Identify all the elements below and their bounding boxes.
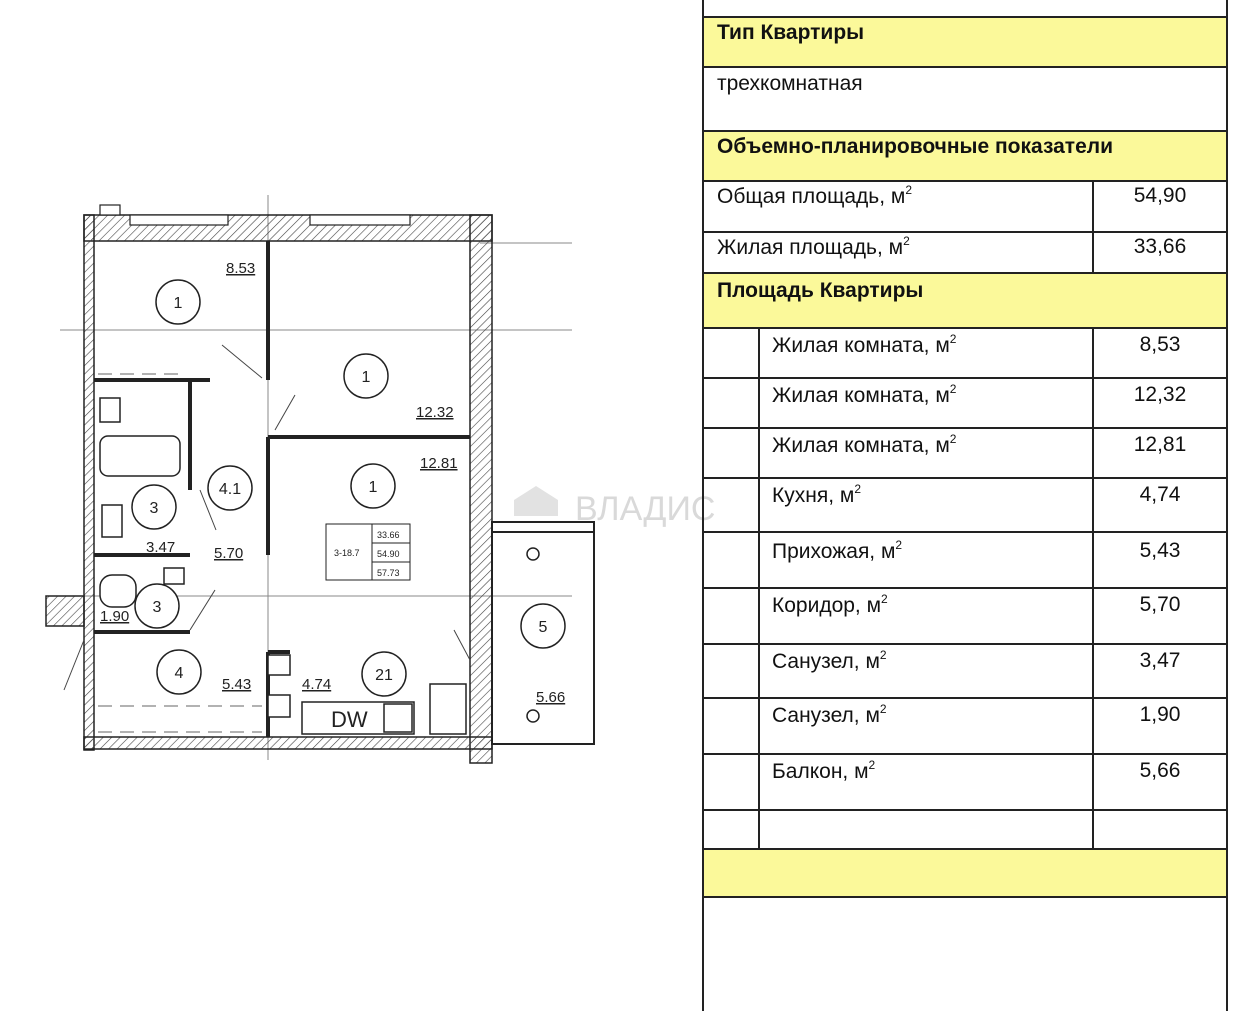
table-top-strip: [704, 0, 1226, 18]
unit-superscript: 2: [879, 702, 887, 716]
room-area-label: 5.70: [214, 545, 244, 562]
room-marker-circles: [132, 280, 565, 696]
apartment-type-value: трехкомнатная: [717, 72, 863, 95]
room-area-label: 12.32: [416, 404, 454, 421]
rooms-list: [704, 329, 1226, 850]
empty-row: [704, 811, 1226, 850]
room-label-cell: [772, 645, 887, 697]
room-value-cell: [1092, 589, 1226, 643]
unit-superscript: 2: [949, 382, 957, 396]
room-value: 12,32: [1133, 383, 1187, 406]
metric-label: Жилая площадь, м: [717, 236, 904, 259]
room-value: 1,90: [1139, 703, 1181, 726]
room-row: [704, 755, 1226, 811]
room-area-labels: [100, 260, 565, 706]
room-value: 5,66: [1139, 759, 1181, 782]
room-label: Кухня, м: [772, 484, 855, 507]
metric-label: Общая площадь, м: [717, 185, 906, 208]
metric-row-total: [704, 182, 1226, 233]
room-label: Жилая комната, м: [772, 334, 950, 357]
room-value: 4,74: [1139, 483, 1181, 506]
room-label: Жилая комната, м: [772, 384, 950, 407]
room-area-label: 1.90: [100, 608, 130, 625]
room-marker-label: 3: [149, 500, 159, 517]
watermark-text: ВЛАДИС: [575, 490, 716, 528]
unit-superscript: 2: [903, 234, 910, 248]
room-label-cell: [772, 533, 902, 587]
room-marker-label: 5: [538, 619, 548, 636]
room-label: Санузел, м: [772, 704, 880, 727]
room-label-cell: [772, 429, 956, 477]
room-value-cell: [1092, 479, 1226, 531]
room-marker-label: 1: [361, 369, 371, 386]
room-value-cell: [1092, 429, 1226, 477]
bathroom-fixtures: [100, 398, 466, 734]
room-area-label: 3.47: [146, 539, 176, 556]
room-value-cell: [1092, 329, 1226, 377]
room-marker-label: 4.1: [218, 481, 242, 498]
room-row: [704, 533, 1226, 589]
room-area-label: 5.43: [222, 676, 252, 693]
section-header-rooms: [704, 274, 1226, 329]
dishwasher-label: DW: [331, 707, 368, 732]
room-marker-label: 1: [368, 479, 378, 496]
metric-row-living: [704, 233, 1226, 274]
room-value: 3,47: [1139, 649, 1181, 672]
room-label-cell: [772, 379, 956, 427]
metric-value-cell: [1092, 182, 1226, 231]
room-label-cell: [772, 699, 887, 753]
apartment-spec-table: [702, 0, 1228, 1011]
room-value-cell: [1092, 379, 1226, 427]
room-row: [704, 645, 1226, 699]
unit-superscript: 2: [881, 592, 888, 606]
room-row: [704, 699, 1226, 755]
room-marker-label: 21: [375, 667, 393, 684]
room-row: [704, 329, 1226, 379]
metric-label-cell: [717, 233, 910, 272]
section-header-type-label: Тип Квартиры: [717, 21, 865, 44]
room-value: 5,43: [1139, 539, 1181, 562]
room-label: Жилая комната, м: [772, 434, 950, 457]
room-value: 5,70: [1139, 593, 1181, 616]
room-area-label: 4.74: [302, 676, 332, 693]
section-header-metrics: [704, 132, 1226, 182]
watermark-logo-icon: [514, 486, 558, 516]
room-label-cell: [772, 479, 861, 531]
room-value: 12,81: [1133, 433, 1187, 456]
summary-value: 54.90: [377, 549, 400, 559]
room-label: Коридор, м: [772, 594, 882, 617]
room-row: [704, 589, 1226, 645]
room-area-label: 12.81: [420, 455, 458, 472]
section-header-metrics-label: Объемно-планировочные показатели: [717, 135, 1114, 158]
room-area-label: 5.66: [536, 689, 566, 706]
metric-value-cell: [1092, 233, 1226, 272]
room-label: Балкон, м: [772, 760, 869, 783]
room-label-cell: [772, 589, 888, 643]
room-value-cell: [1092, 755, 1226, 809]
summary-left-label: 3-18.7: [334, 548, 360, 558]
unit-superscript: 2: [868, 758, 876, 772]
room-area-label: 8.53: [226, 260, 256, 277]
unit-superscript: 2: [895, 538, 903, 552]
metric-label-cell: [717, 182, 912, 231]
unit-superscript: 2: [854, 482, 861, 496]
room-label-cell: [772, 329, 956, 377]
section-header-rooms-label: Площадь Квартиры: [717, 279, 924, 302]
room-value-cell: [1092, 533, 1226, 587]
section-header-type: [704, 18, 1226, 68]
unit-superscript: 2: [905, 183, 913, 197]
room-row: [704, 379, 1226, 429]
unit-superscript: 2: [949, 432, 957, 446]
room-row: [704, 429, 1226, 479]
room-label-cell: [772, 755, 875, 809]
room-marker-label: 3: [152, 599, 162, 616]
empty-highlight-row: [704, 850, 1226, 898]
room-label: Санузел, м: [772, 650, 880, 673]
unit-superscript: 2: [949, 332, 957, 346]
summary-value: 33.66: [377, 530, 400, 540]
type-value-row: [704, 68, 1226, 132]
room-marker-label: 4: [174, 665, 184, 682]
room-row: [704, 479, 1226, 533]
unit-superscript: 2: [879, 648, 887, 662]
summary-value: 57.73: [377, 568, 400, 578]
room-marker-label: 1: [173, 295, 183, 312]
room-value-cell: [1092, 699, 1226, 753]
empty-value-cell: [1092, 811, 1226, 848]
room-label: Прихожая, м: [772, 540, 896, 563]
metric-value: 54,90: [1133, 184, 1187, 207]
room-value: 8,53: [1139, 333, 1181, 356]
metric-value: 33,66: [1133, 235, 1187, 258]
room-value-cell: [1092, 645, 1226, 697]
summary-box: [326, 524, 410, 580]
